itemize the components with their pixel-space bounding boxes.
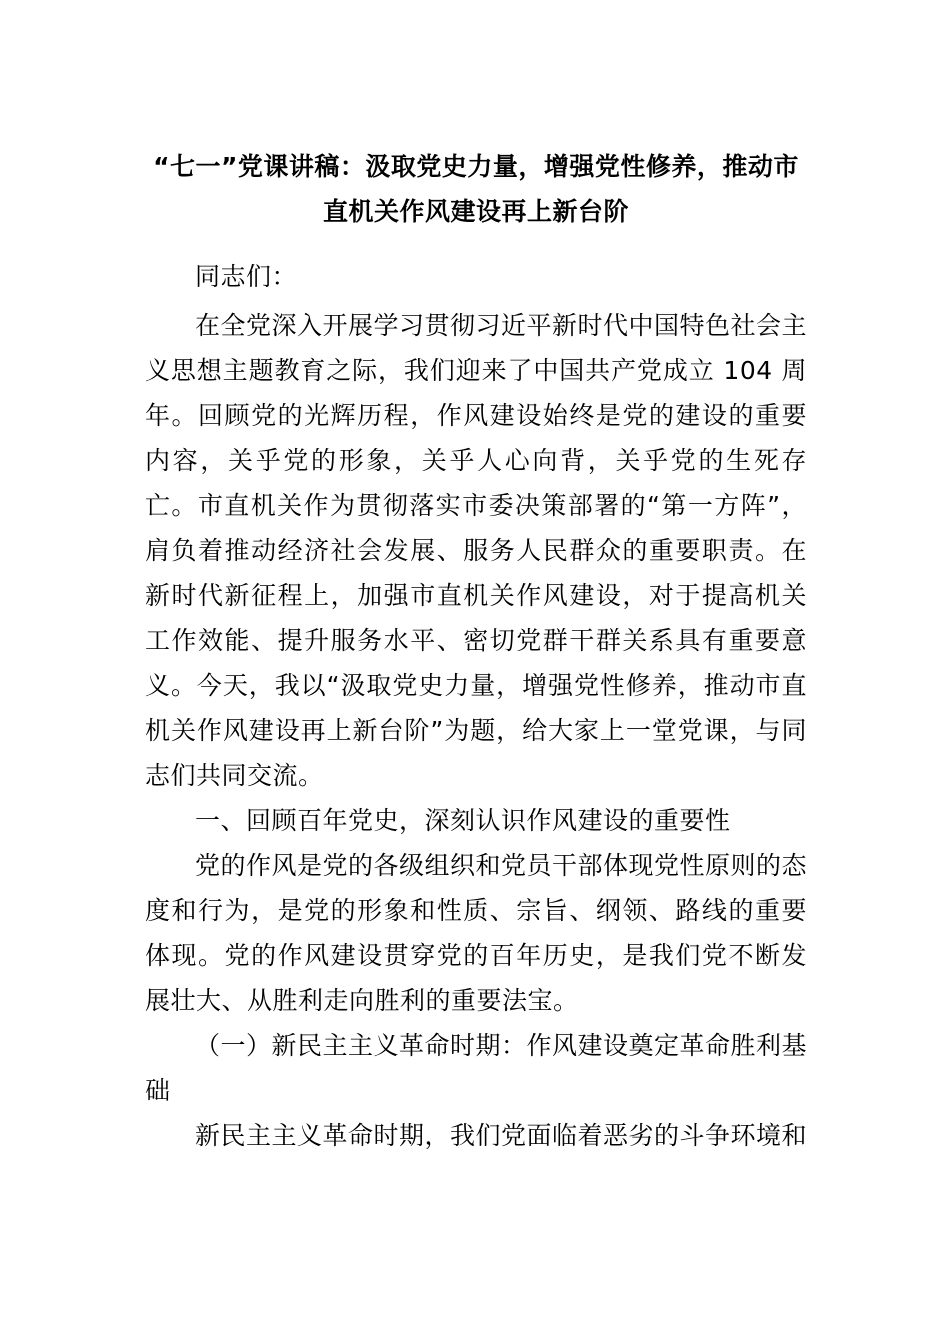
- paragraph-section-1: 党的作风是党的各级组织和党员干部体现党性原则的态度和行为，是党的形象和性质、宗旨、纲领、路线的重要体现。党的作风建设贯穿党的百年历史，是我们党不断发展壮大、从胜利走向胜利的重要法宝。: [145, 851, 808, 1015]
- greeting: 同志们：: [195, 262, 298, 291]
- paragraph-intro: 在全党深入开展学习贯彻习近平新时代中国特色社会主义思想主题教育之际，我们迎来了中国共产党成立 104 周年。回顾党的光辉历程，作风建设始终是党的建设的重要内容，关乎党的形象，关乎人心向背，关乎党的生死存亡。市直机关作为贯彻落实市委决策部署的“第一方阵”，肩负着推动经济社会发展、服务人民群众的重要职责。在新时代新征程上，加强市直机关作风建设，对于提高机关工作效能、提升服务水平、密切党群干群关系具有重要意义。今天，我以“汲取党史力量，增强党性修养，推动市直机关作风建设再上新台阶”为题，给大家上一堂党课，与同志们共同交流。: [145, 311, 808, 790]
- document-title: “七一”党课讲稿：汲取党史力量，增强党性修养，推动市直机关作风建设再上新台阶: [153, 152, 799, 226]
- document-page: [145, 144, 807, 1158]
- paragraph-subsection-1: 新民主主义革命时期，我们党面临着恶劣的斗争环境和: [195, 1121, 808, 1150]
- section-heading-1: 一、回顾百年党史，深刻认识作风建设的重要性: [195, 806, 731, 835]
- subsection-heading-1: （一）新民主主义革命时期：作风建设奠定革命胜利基础: [145, 1031, 808, 1105]
